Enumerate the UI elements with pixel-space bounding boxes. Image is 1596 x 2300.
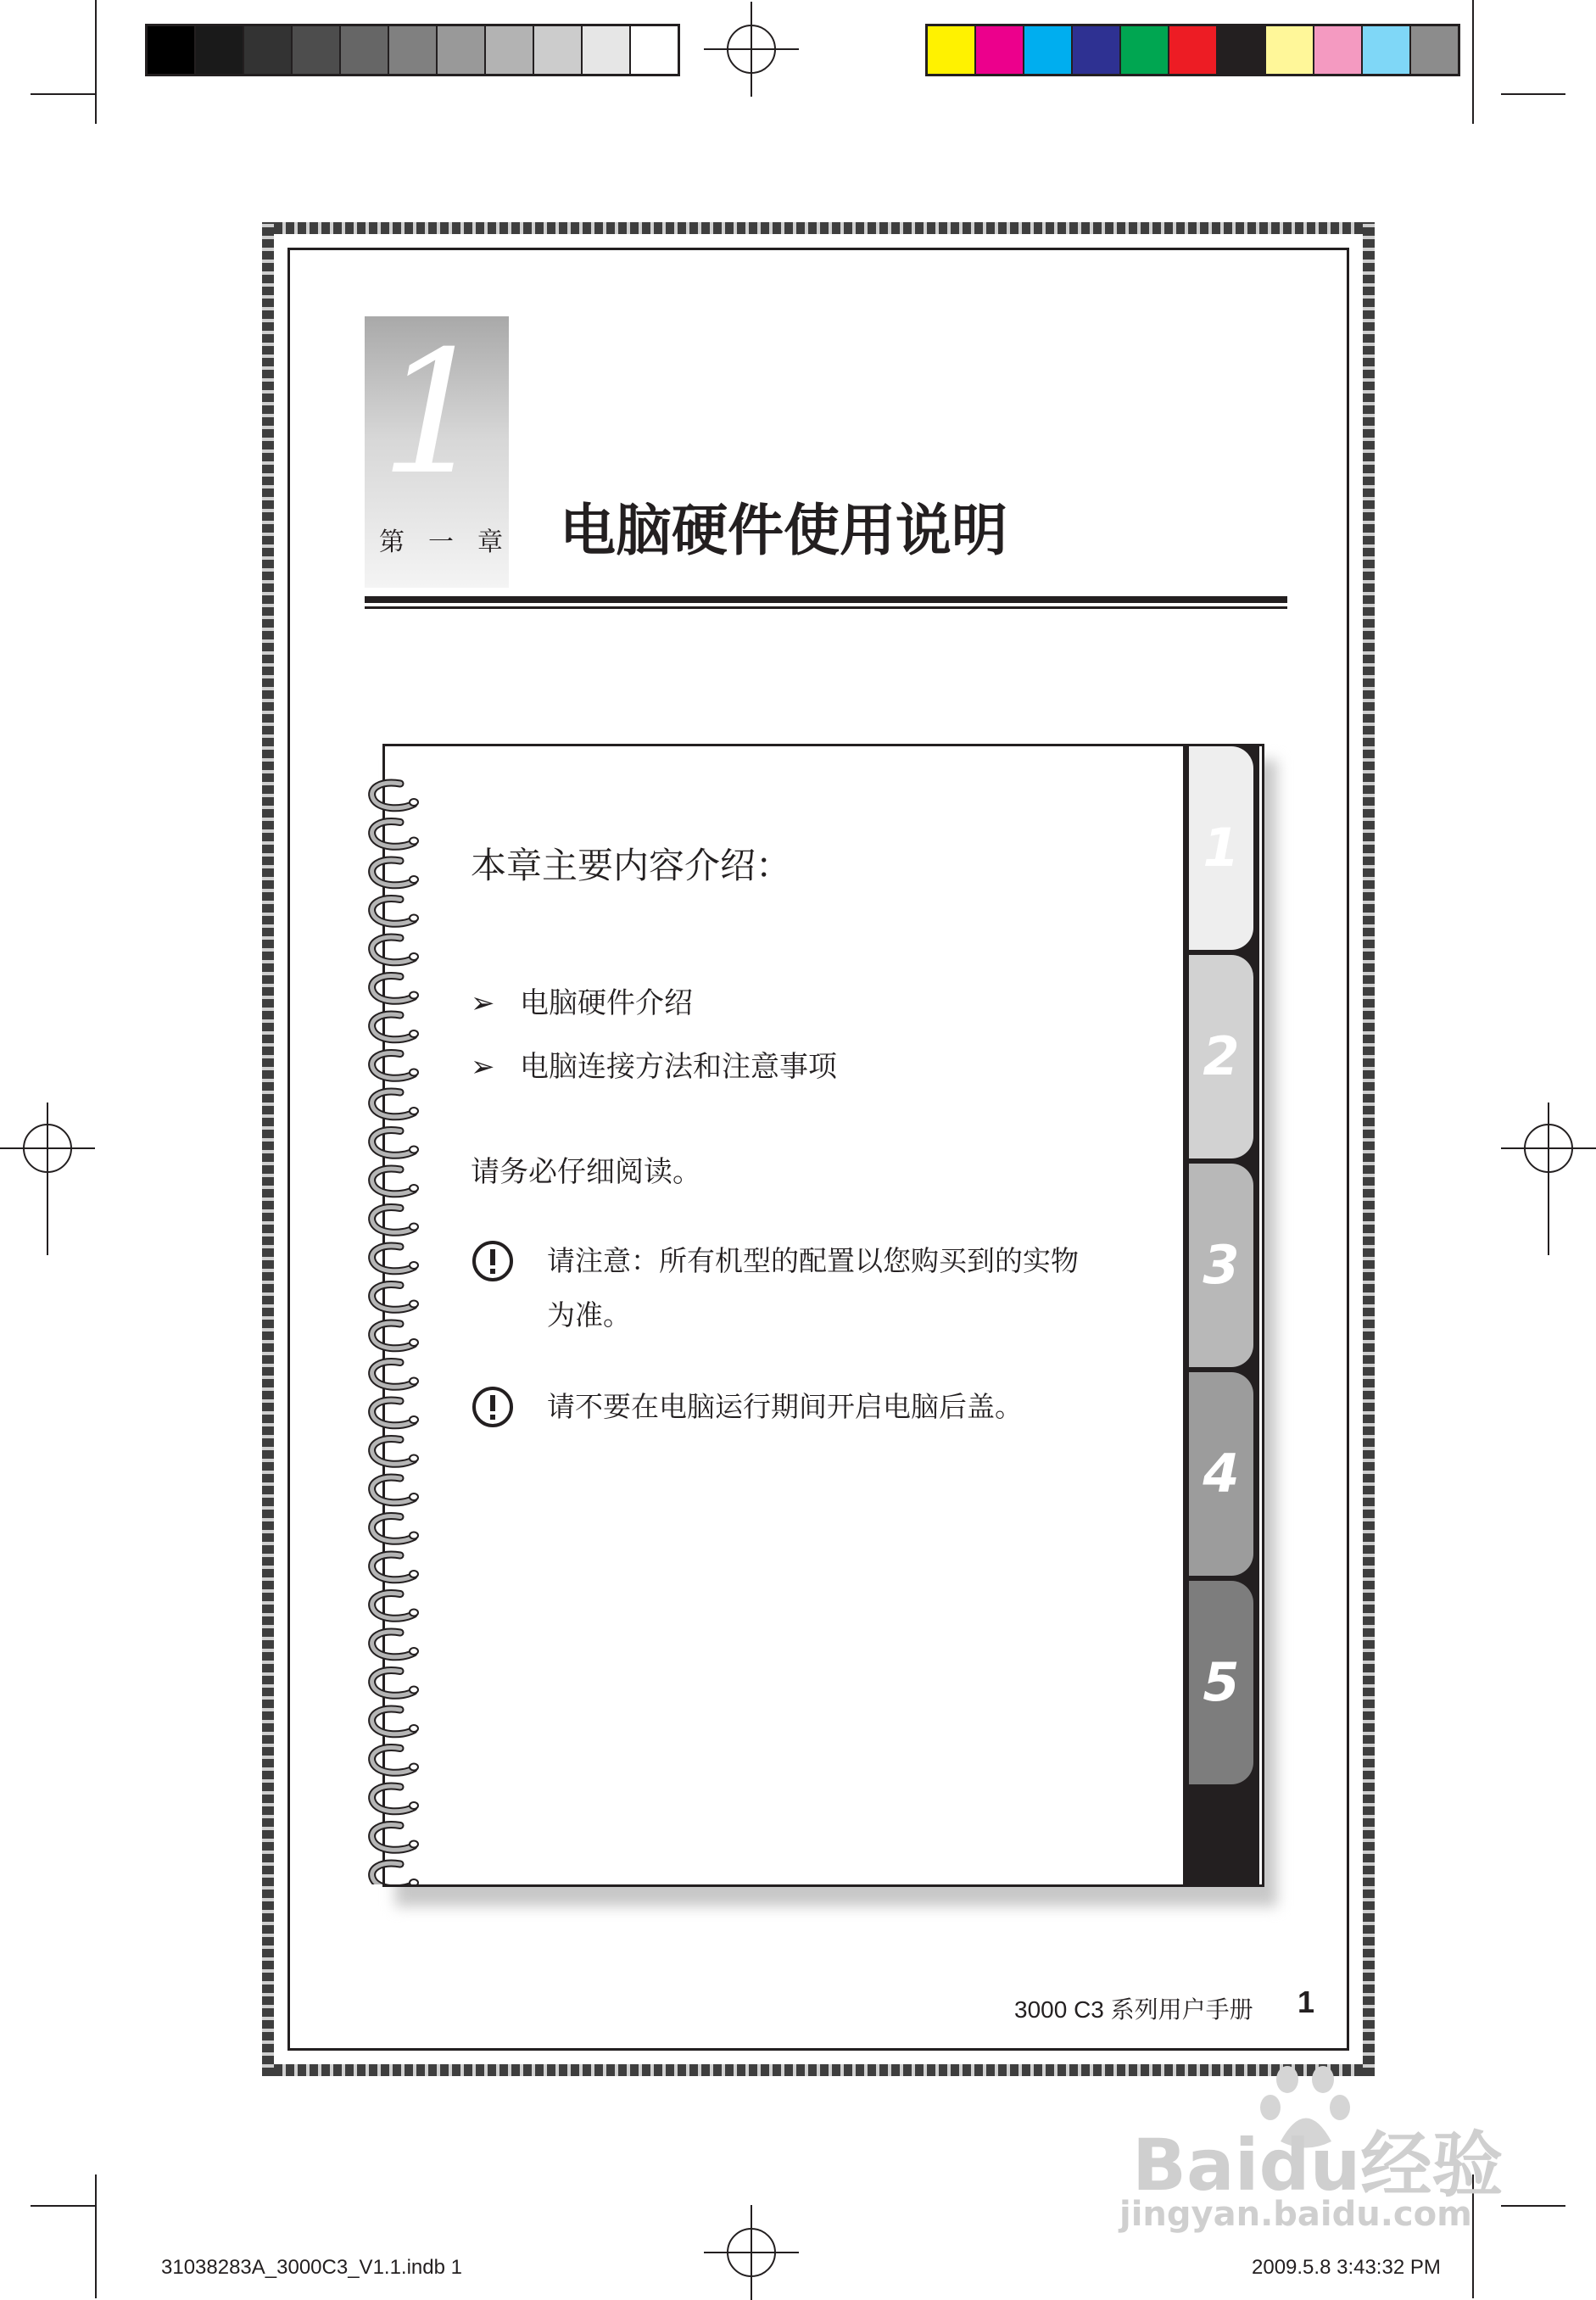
- title-rule: [365, 606, 1287, 609]
- spiral-coil: [372, 1053, 418, 1079]
- color-swatch: [928, 26, 976, 74]
- spiral-coil: [372, 1477, 418, 1503]
- section-tab-4: 4: [1186, 1372, 1253, 1576]
- arrow-bullet-icon: ➢: [471, 1050, 495, 1084]
- color-swatch: [438, 26, 486, 74]
- crop-mark: [95, 2174, 97, 2298]
- page-number: 1: [1297, 1985, 1315, 2019]
- section-tab-2: 2: [1186, 955, 1253, 1158]
- spiral-coil: [372, 1671, 418, 1696]
- watermark-brand: Baidu经验: [1132, 2124, 1504, 2207]
- spiral-coil: [372, 860, 418, 885]
- spiral-coil: [372, 1091, 418, 1117]
- crop-mark: [1501, 93, 1565, 95]
- watermark-url: jingyan.baidu.com: [1119, 2195, 1472, 2234]
- crop-mark: [31, 93, 95, 95]
- registration-mark-icon: [1501, 1103, 1596, 1255]
- title-rule: [365, 596, 1287, 603]
- bullet-item: [471, 1043, 837, 1085]
- spiral-coil: [372, 1786, 418, 1812]
- color-swatch: [148, 26, 196, 74]
- spiral-coil: [372, 1169, 418, 1194]
- color-swatch: [1121, 26, 1169, 74]
- section-tab-3: 3: [1186, 1164, 1253, 1367]
- crop-mark: [1472, 0, 1474, 124]
- registration-mark-icon: [704, 2, 799, 97]
- color-swatch: [389, 26, 438, 74]
- color-swatch: [1411, 26, 1458, 74]
- slug-file-name: 31038283A_3000C3_V1.1.indb 1: [161, 2256, 462, 2279]
- bullet-text: 电脑硬件介绍: [520, 986, 693, 1020]
- warning-icon: [471, 1239, 515, 1283]
- color-swatch: [1218, 26, 1266, 74]
- note-text: [547, 1380, 1023, 1434]
- note-line: 请注意：所有机型的配置以您购买到的实物: [547, 1244, 1079, 1277]
- note-text: [547, 1234, 1079, 1343]
- chapter-label: 第一章: [379, 528, 527, 557]
- color-swatch: [1266, 26, 1314, 74]
- color-swatch: [1169, 26, 1218, 74]
- color-swatch: [341, 26, 389, 74]
- slug-timestamp: 2009.5.8 3:43:32 PM: [1252, 2256, 1441, 2279]
- color-swatch: [293, 26, 341, 74]
- spiral-coil: [372, 1748, 418, 1773]
- color-swatch: [196, 26, 244, 74]
- crop-mark: [1501, 2205, 1565, 2207]
- arrow-bullet-icon: ➢: [471, 986, 495, 1020]
- color-swatch: [244, 26, 293, 74]
- spiral-coil: [372, 1130, 418, 1156]
- color-swatch: [1314, 26, 1363, 74]
- color-calibration-strip: [925, 24, 1460, 76]
- spiral-coil: [372, 899, 418, 924]
- spiral-coil: [372, 1208, 418, 1233]
- bullet-text: 电脑连接方法和注意事项: [520, 1050, 837, 1084]
- section-tab-1: 1: [1186, 746, 1253, 950]
- spiral-coil: [372, 1632, 418, 1657]
- spiral-coil: [372, 1594, 418, 1619]
- manual-title: 3000 C3 系列用户手册: [1014, 1996, 1253, 2023]
- spiral-coil: [372, 976, 418, 1002]
- spiral-coil: [372, 1863, 418, 1884]
- registration-mark-icon: [704, 2205, 799, 2300]
- spiral-coil: [372, 1246, 418, 1271]
- color-swatch: [1073, 26, 1121, 74]
- spiral-coil: [372, 1400, 418, 1426]
- color-swatch: [1024, 26, 1073, 74]
- spiral-coil: [372, 1555, 418, 1580]
- spiral-coil: [372, 783, 418, 808]
- spiral-coil: [372, 822, 418, 847]
- spiral-coil: [372, 1516, 418, 1542]
- spiral-coil: [372, 1439, 418, 1465]
- color-swatch: [486, 26, 534, 74]
- spiral-coil: [372, 1709, 418, 1734]
- spiral-coil: [372, 1014, 418, 1040]
- spiral-coil: [372, 1362, 418, 1387]
- color-swatch: [631, 26, 678, 74]
- spiral-coil: [372, 1323, 418, 1348]
- section-tab-5: 5: [1186, 1581, 1253, 1784]
- chapter-title: 电脑硬件使用说明: [560, 498, 1007, 563]
- spiral-binding-icon: [366, 773, 427, 1884]
- crop-mark: [31, 2205, 95, 2207]
- notebook-heading: 本章主要内容介绍：: [471, 845, 792, 886]
- grayscale-calibration-strip: [145, 24, 680, 76]
- note-line: 为准。: [547, 1298, 631, 1331]
- chapter-number: 1: [380, 315, 488, 512]
- spiral-coil: [372, 937, 418, 963]
- warning-icon: [471, 1385, 515, 1429]
- instruction-text: 请务必仔细阅读。: [471, 1155, 701, 1189]
- crop-mark: [95, 0, 97, 124]
- color-swatch: [1363, 26, 1411, 74]
- spiral-coil: [372, 1285, 418, 1310]
- spiral-coil: [372, 1825, 418, 1851]
- color-swatch: [583, 26, 631, 74]
- color-swatch: [976, 26, 1024, 74]
- color-swatch: [534, 26, 583, 74]
- note-line: 请不要在电脑运行期间开启电脑后盖。: [547, 1390, 1023, 1423]
- registration-mark-icon: [0, 1103, 95, 1255]
- bullet-item: [471, 980, 693, 1021]
